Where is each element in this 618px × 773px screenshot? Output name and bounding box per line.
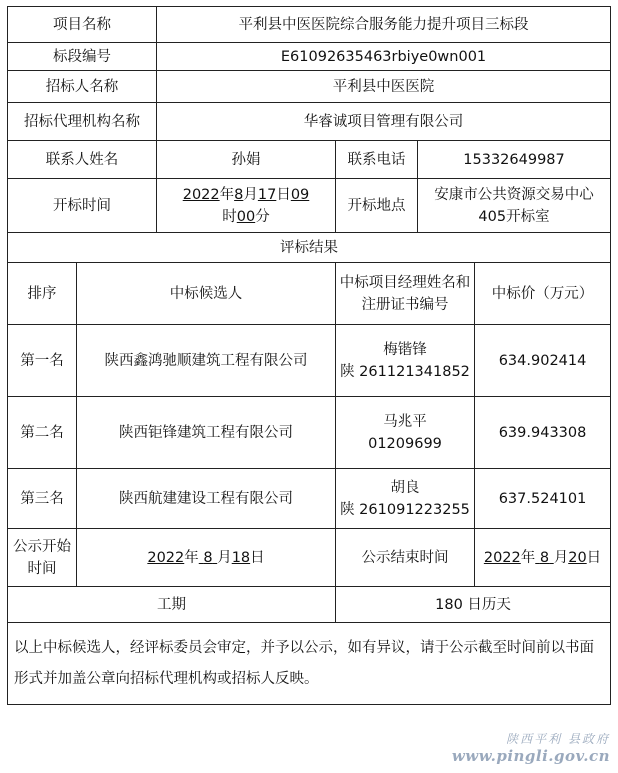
- open-month: 8: [234, 186, 244, 203]
- table-row: [8, 325, 611, 397]
- period-label: 工期: [8, 587, 336, 623]
- manager-cell: 马兆平 01209699: [336, 397, 475, 469]
- price-cell: 639.943308: [475, 397, 611, 469]
- header-manager: 中标项目经理姓名和注册证书编号: [336, 263, 475, 325]
- publicity-start-label: 公示开始时间: [8, 529, 77, 587]
- watermark-line2: www.pingli.gov.cn: [451, 747, 610, 765]
- open-min: 00: [236, 208, 256, 225]
- publicity-start-value: 2022年 8 月18日: [77, 529, 336, 587]
- results-title: 评标结果: [8, 233, 611, 263]
- period-value: 180 日历天: [336, 587, 611, 623]
- open-time-label: 开标时间: [8, 179, 157, 233]
- header-rank: 排序: [8, 263, 77, 325]
- company-cell: 陕西钜锋建筑工程有限公司: [77, 397, 336, 469]
- publicity-end-value: 2022年 8 月20日: [475, 529, 611, 587]
- company-cell: 陕西鑫鸿驰顺建筑工程有限公司: [77, 325, 336, 397]
- phone-label: 联系电话: [336, 141, 418, 179]
- header-price: 中标价（万元）: [475, 263, 611, 325]
- contact-value: 孙娟: [157, 141, 336, 179]
- open-year: 2022: [182, 186, 220, 203]
- open-place-label: 开标地点: [336, 179, 418, 233]
- award-table: [7, 6, 611, 705]
- manager-cell: 梅锴锋 陕 261121341852: [336, 325, 475, 397]
- open-day: 17: [257, 186, 277, 203]
- phone-value: 15332649987: [418, 141, 611, 179]
- company-cell: 陕西航建建设工程有限公司: [77, 469, 336, 529]
- rank-cell: 第一名: [8, 325, 77, 397]
- tenderer-value: 平利县中医医院: [157, 71, 611, 103]
- manager-cell: 胡良 陕 261091223255: [336, 469, 475, 529]
- table-row: [8, 397, 611, 469]
- section-no-value: E61092635463rbiye0wn001: [157, 43, 611, 71]
- open-place-value: 安康市公共资源交易中心405开标室: [418, 179, 611, 233]
- header-candidate: 中标候选人: [77, 263, 336, 325]
- notice-text: 以上中标候选人，经评标委员会审定，并予以公示，如有异议，请于公示截至时间前以书面形式并加盖公章向招标代理机构或招标人反映。: [8, 623, 611, 705]
- price-cell: 637.524101: [475, 469, 611, 529]
- publicity-end-label: 公示结束时间: [336, 529, 475, 587]
- open-time-value: 2022年8月17日09 时00分: [157, 179, 336, 233]
- table-row: [8, 469, 611, 529]
- section-no-label: 标段编号: [8, 43, 157, 71]
- open-hour: 09: [290, 186, 310, 203]
- tenderer-label: 招标人名称: [8, 71, 157, 103]
- contact-label: 联系人姓名: [8, 141, 157, 179]
- agency-value: 华睿诚项目管理有限公司: [157, 103, 611, 141]
- rank-cell: 第二名: [8, 397, 77, 469]
- rank-cell: 第三名: [8, 469, 77, 529]
- project-name-value: 平利县中医医院综合服务能力提升项目三标段: [157, 7, 611, 43]
- watermark-line1: 陕西平利 县政府: [506, 732, 610, 746]
- project-name-label: 项目名称: [8, 7, 157, 43]
- agency-label: 招标代理机构名称: [8, 103, 157, 141]
- price-cell: 634.902414: [475, 325, 611, 397]
- watermark: [452, 730, 610, 765]
